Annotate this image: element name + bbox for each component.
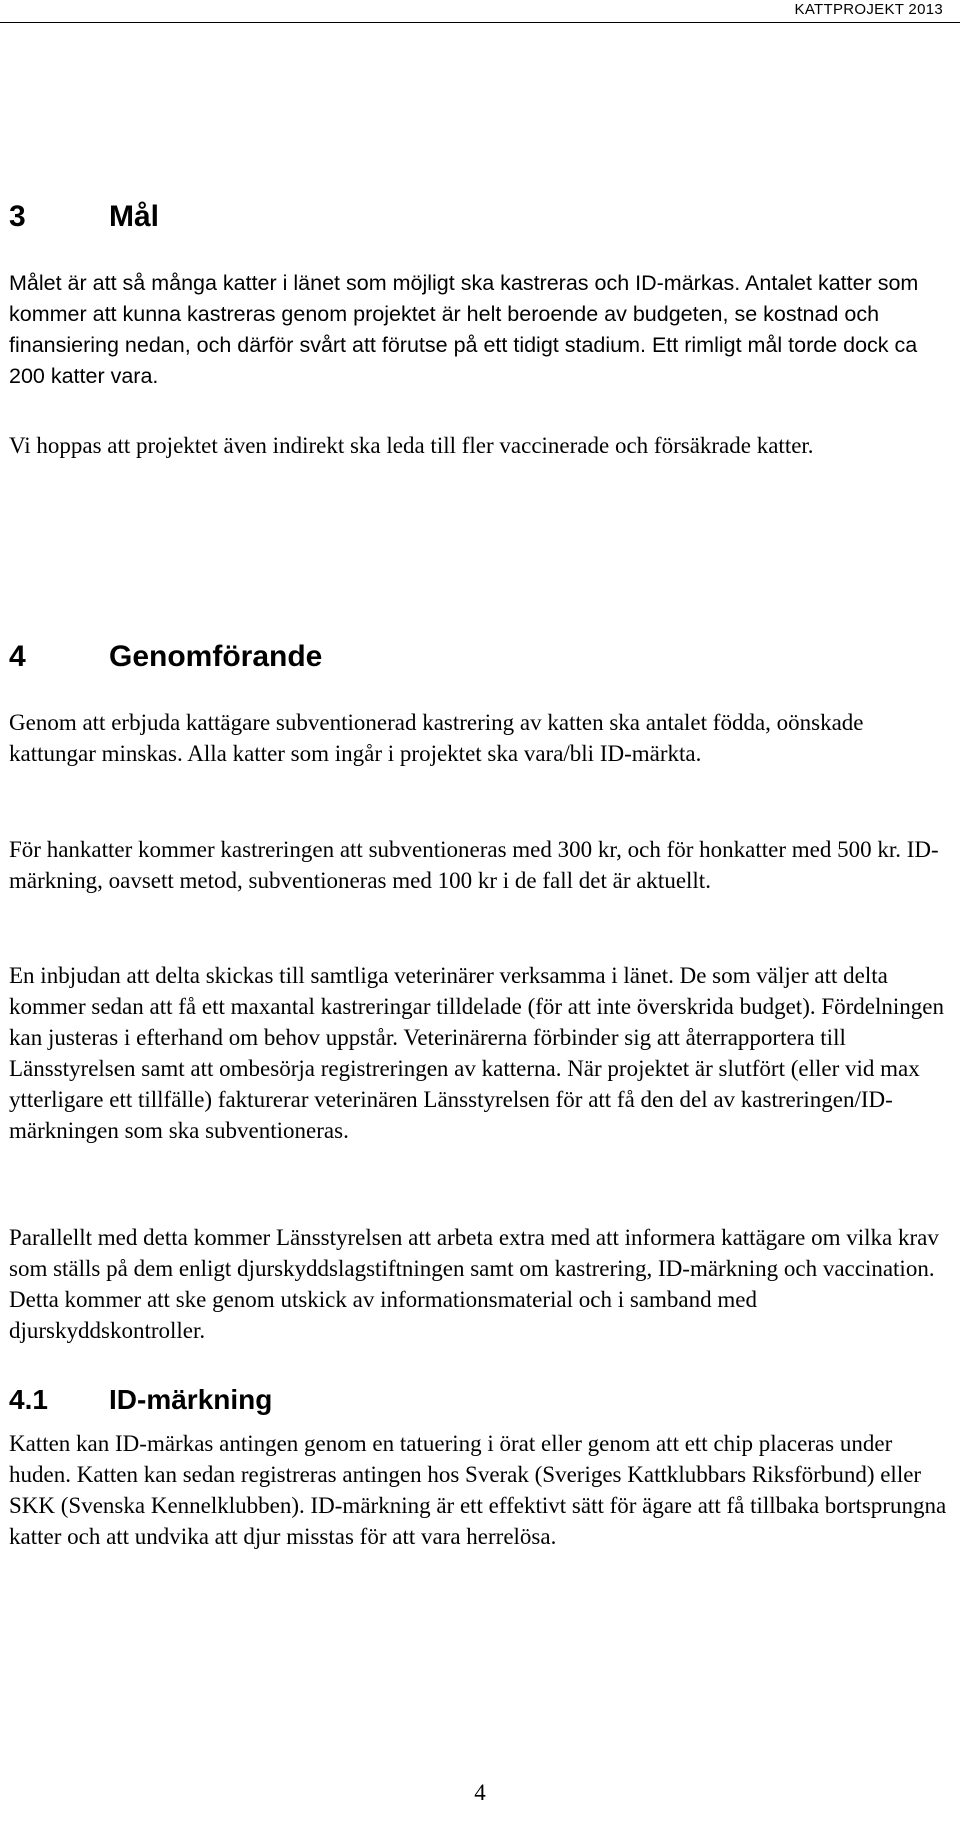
running-header: [0, 0, 960, 23]
section-number: 4.1: [9, 1384, 48, 1415]
section-4-paragraph-3: En inbjudan att delta skickas till samtliga veterinärer verksamma i länet. De som väljer att delta kommer sedan att få ett maxantal kastreringar tilldelade (för att inte överskrida budget). Fördelningen kan justeras i efterhand om behov uppstår. Veterinärerna förbinder sig att återrapportera till Länsstyrelsen samt att ombesörja registreringen av katterna. När projektet är slutfört (eller vid max ytterligare ett tillfälle) fakturerar veterinären Länsstyrelsen för att få den del av kastreringen/ID-märkningen som ska subventioneras.: [9, 963, 945, 1143]
section-title: ID-märkning: [109, 1384, 273, 1415]
header-title: KATTPROJEKT 2013: [794, 1, 943, 18]
section-4-paragraph-2: För hankatter kommer kastreringen att subventioneras med 300 kr, och för honkatter med 500 kr. ID-märkning, oavsett metod, subventioneras med 100 kr i de fall det är aktuellt.: [9, 837, 939, 893]
section-3-heading: [9, 200, 159, 234]
section-3-paragraph-2: Vi hoppas att projektet även indirekt ska leda till fler vaccinerade och försäkrade katter.: [9, 433, 814, 458]
section-4-1-paragraph-1: Katten kan ID-märkas antingen genom en tatuering i örat eller genom att ett chip placeras under huden. Katten kan sedan registreras antingen hos Sverak (Sveriges Kattklubbars Riksförbund) eller SKK (Svenska Kennelklubben). ID-märkning är ett effektivt sätt för ägare att få tillbaka bortsprungna katter och att undvika att djur misstas för att vara herrelösa.: [9, 1431, 947, 1549]
section-4-1-heading: [9, 1384, 272, 1416]
section-3-paragraph-1: Målet är att så många katter i länet som möjligt ska kastreras och ID-märkas. Antalet katter som kommer att kunna kastreras genom projektet är helt beroende av budgeten, se kostnad och finansiering nedan, och därför svårt att förutse på ett tidigt stadium. Ett rimligt mål torde dock ca 200 katter vara.: [9, 271, 919, 388]
section-4-paragraph-1: Genom att erbjuda kattägare subventionerad kastrering av katten ska antalet födda, oönskade kattungar minskas. Alla katter som ingår i projektet ska vara/bli ID-märkta.: [9, 710, 864, 766]
section-4-heading: [9, 640, 322, 674]
section-number: 4: [9, 640, 26, 673]
section-number: 3: [9, 200, 26, 233]
section-4-paragraph-4: Parallellt med detta kommer Länsstyrelsen att arbeta extra med att informera kattägare om vilka krav som ställs på dem enligt djurskyddslagstiftningen samt om kastrering, ID-märkning och vaccination. Detta kommer att ske genom utskick av informationsmaterial och i samband med djurskyddskontroller.: [9, 1225, 939, 1343]
section-title: Genomförande: [109, 640, 323, 673]
page-number: 4: [474, 1780, 486, 1805]
section-title: Mål: [109, 200, 160, 233]
